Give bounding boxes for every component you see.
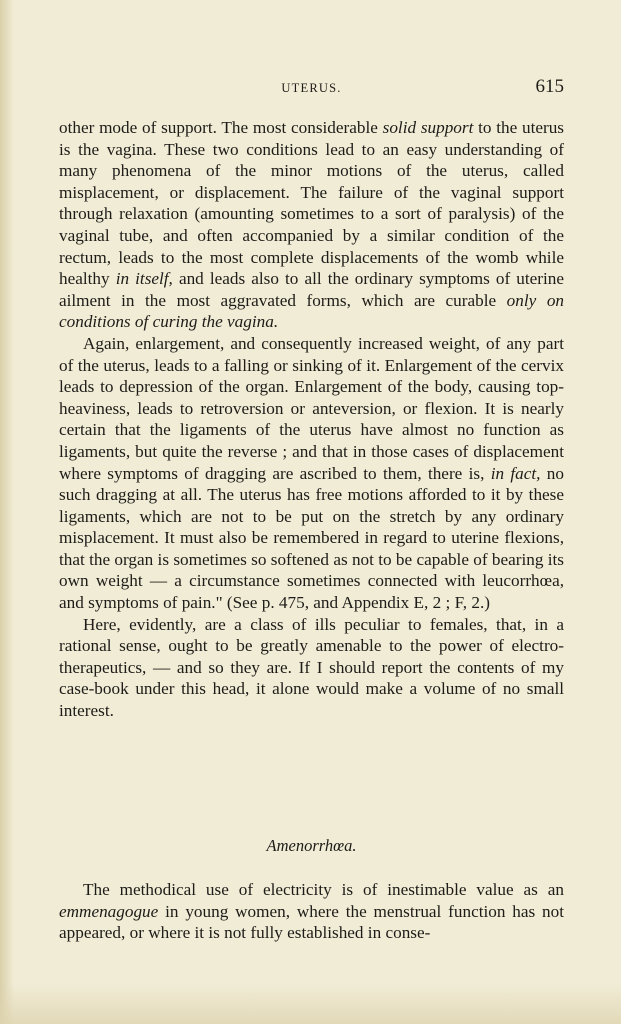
paragraph-enlargement — [59, 333, 564, 614]
italic-run: only on conditions of curing the vagina. — [59, 290, 565, 332]
paragraph-continuation — [59, 117, 564, 333]
text-run: Again, enlargement, and consequently increased weight, of any part of the uterus, leads to a falling or sinking of it. Enlargement of the cervix leads to depression of the organ. Enlargement of the body, causing top-heaviness, leads to retroversion or anteversion, or flexion. It is nearly certain that the ligaments of the uterus have almost no function as ligaments, but quite the reverse ; and that in those cases of displacement where symptoms of dragging are ascribed to them, there is, — [59, 333, 564, 483]
page-bottom-shadow — [0, 984, 621, 1024]
text-run: no such dragging at all. The uterus has free motions afforded to it by these ligaments, which are not to be put on the stretch by any ordinary misplacement. It must also be remembered in regard to uterine flexions, that the organ is sometimes so softened as not to be capable of bearing its own weight — a circumstance sometimes connected with leucorrhœa, and symptoms of pain." (See p. 475, and Appendix E, 2 ; F, 2.) — [59, 463, 564, 613]
text-run: The methodical use of electricity is of inestimable value as an — [83, 880, 564, 899]
running-title: UTERUS. — [281, 81, 342, 95]
italic-run: in itself, — [115, 269, 173, 289]
main-text — [59, 117, 564, 722]
italic-run: emmenagogue — [59, 901, 159, 921]
section-text — [59, 879, 564, 944]
italic-run: solid support — [382, 118, 474, 137]
paragraph-emmenagogue — [59, 879, 564, 944]
page-edge-shadow — [0, 0, 14, 1024]
running-head — [59, 76, 564, 98]
page-number: 615 — [535, 76, 564, 97]
text-run: and leads also to all the ordinary symptoms of uterine ailment in the most aggravated forms, which are curable — [59, 269, 564, 310]
section-heading: Amenorrhœa. — [266, 836, 357, 855]
text-run: in young women, where the menstrual function has not appeared, or where it is not fully established in conse- — [59, 901, 564, 943]
text-run: Here, evidently, are a class of ills peculiar to females, that, in a rational sense, ought to be greatly amenable to the power of electro-therapeutics, — and so they are. If I should report the contents of my case-book under this head, it alone would make a volume of no small interest. — [59, 614, 564, 721]
text-run: to the uterus is the vagina. These two conditions lead to an easy understanding of many phenomena of the minor motions of the uterus, called misplacement, or displacement. The failure of the vaginal support through relaxation (amounting sometimes to a sort of paralysis) of the vaginal tube, and often accompanied by a similar condition of the rectum, leads to the most complete displacements of the womb while healthy — [59, 118, 564, 289]
paragraph-electro-therapeutics — [59, 614, 564, 722]
italic-run: in fact, — [490, 463, 541, 483]
text-run: other mode of support. The most considerable — [59, 118, 383, 137]
